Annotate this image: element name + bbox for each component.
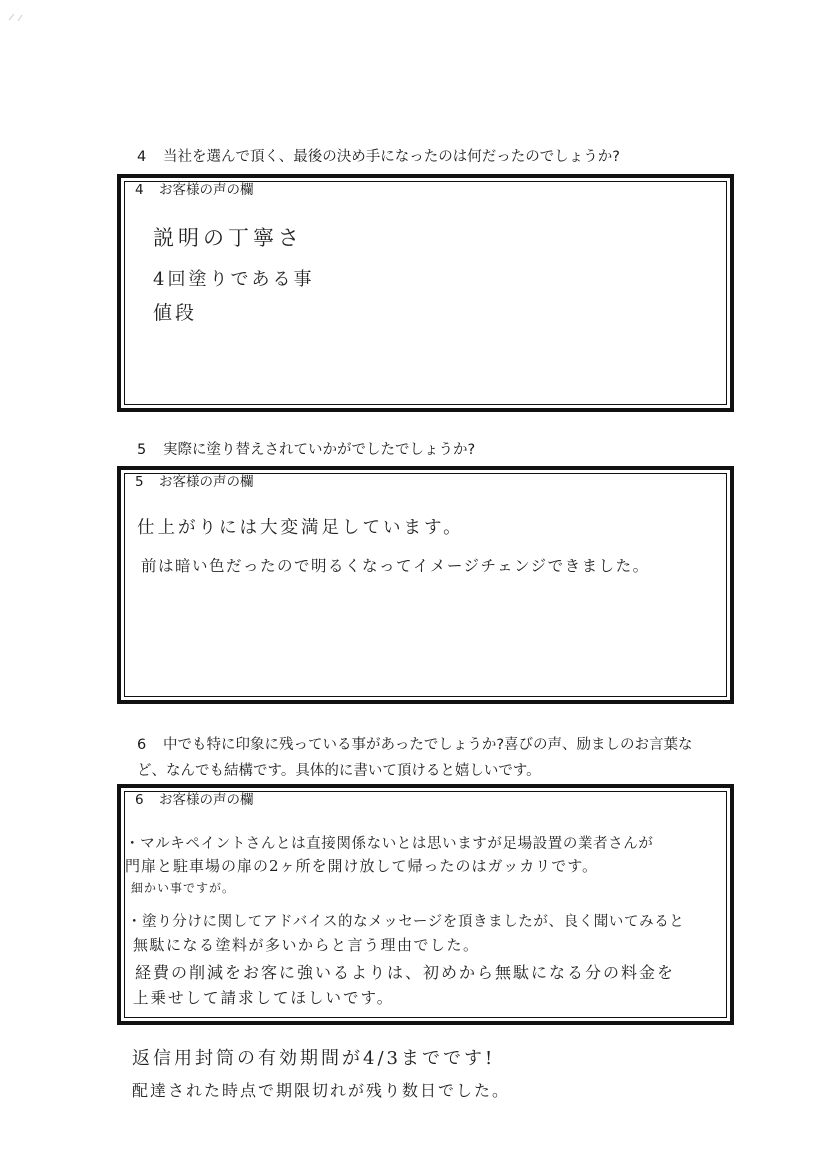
question-text: 中でも特に印象に残っている事があったでしょうか?喜びの声、励ましのお言葉な <box>163 737 693 753</box>
answer-line: 仕上がりには大変満足しています。 <box>137 518 464 538</box>
answer-line: ・マルキペイントさんとは直接関係ないとは思いますが足場設置の業者さんが <box>125 836 654 852</box>
answer-line: 4回塗りである事 <box>153 269 315 290</box>
question-number: 6 <box>137 737 147 753</box>
question-number: 5 <box>137 442 147 458</box>
question-number: 4 <box>137 149 147 165</box>
box-label: 5 お客様の声の欄 <box>135 474 254 490</box>
answer-line: 上乗せして請求してほしいです。 <box>133 989 395 1007</box>
question-text: 実際に塗り替えされていかがでしたでしょうか? <box>163 442 476 458</box>
answer-line: 前は暗い色だったので明るくなってイメージチェンジできました。 <box>141 557 650 575</box>
box-label: 6 お客様の声の欄 <box>135 792 254 808</box>
scan-mark <box>8 12 36 22</box>
answer-line: 門扉と駐車場の扉の2ヶ所を開け放して帰ったのはガッカリです。 <box>125 857 599 875</box>
answer-line: 経費の削減をお客に強いるよりは、初めから無駄になる分の料金を <box>135 963 676 982</box>
footer-note-line: 返信用封筒の有効期間が4/3までです! <box>132 1048 496 1069</box>
answer-line: 細かい事ですが。 <box>131 881 236 895</box>
answer-box-5 <box>117 466 734 704</box>
question-6 <box>137 735 693 756</box>
answer-line: 値段 <box>153 302 198 324</box>
box-label: 4 お客様の声の欄 <box>135 182 254 198</box>
answer-line: ・塗り分けに関してアドバイス的なメッセージを頂きましたが、良く聞いてみると <box>127 914 685 930</box>
question-4 <box>137 147 620 168</box>
answer-line: 説明の丁寧さ <box>153 226 303 250</box>
question-5 <box>137 440 475 461</box>
answer-box-4 <box>117 174 734 412</box>
question-text: 当社を選んで頂く、最後の決め手になったのは何だったのでしょうか? <box>163 149 620 165</box>
footer-note-line: 配達された時点で期限切れが残り数日でした。 <box>132 1081 511 1100</box>
answer-line: 無駄になる塗料が多いからと言う理由でした。 <box>133 936 480 954</box>
question-6-continued: ど、なんでも結構です。具体的に書いて頂けると嬉しいです。 <box>137 763 541 779</box>
answer-box-6 <box>117 784 734 1025</box>
